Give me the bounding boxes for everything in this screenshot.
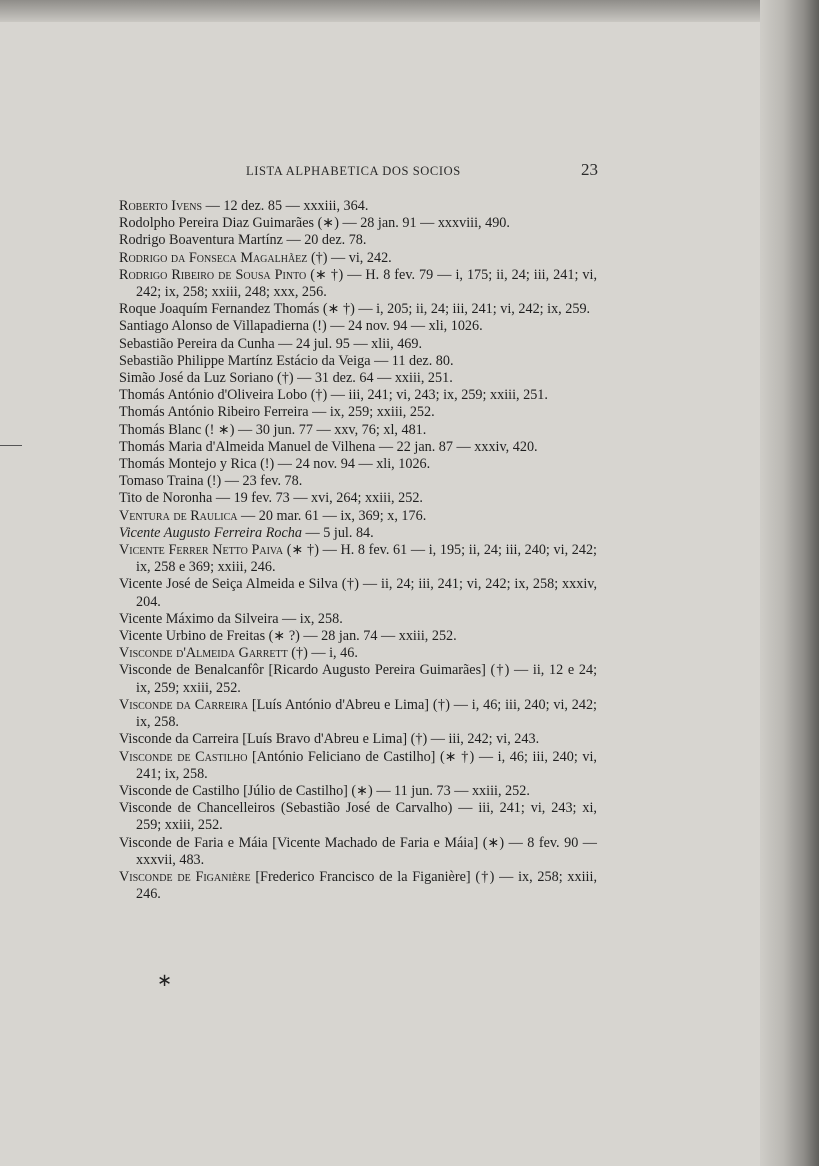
member-name: Vicente José de Seiça Almeida e Silva [119, 576, 338, 593]
member-name: Visconde de Benalcanfôr [119, 662, 264, 679]
member-details: — 12 dez. 85 — xxxiii, 364. [202, 198, 369, 214]
member-details: (∗) — 28 jan. 91 — xxxviii, 490. [314, 215, 510, 232]
member-details: [Luís Bravo d'Abreu e Lima] (†) — iii, 242; vi, 243. [238, 731, 540, 748]
list-item [119, 439, 597, 456]
list-item [119, 250, 597, 267]
member-details: (!) — 23 fev. 78. [203, 473, 303, 490]
footer-mark: ∗ [157, 970, 173, 990]
member-details: — 22 jan. 87 — xxxiv, 420. [375, 438, 538, 455]
list-item [119, 387, 597, 404]
member-details: [Vicente Machado de Faria e Máia] (∗) — 8 fev. 90 — xxxvii, 483. [136, 834, 597, 868]
list-item [119, 749, 597, 783]
member-details: (∗ †) — H. 8 fev. 61 — i, 195; ii, 24; iii, 240; vi, 242; ix, 258 e 369; xxiii, 246. [136, 542, 597, 576]
list-item [119, 318, 597, 335]
list-item [119, 628, 597, 645]
member-details: — 20 dez. 78. [282, 232, 367, 249]
list-item [119, 490, 597, 507]
member-details: (∗ ?) — 28 jan. 74 — xxiii, 252. [265, 628, 457, 645]
list-item [119, 422, 597, 439]
member-name: Vicente Urbino de Freitas [119, 628, 266, 645]
member-name: Ventura de Raulica [119, 507, 238, 524]
list-item [119, 731, 597, 748]
list-item [119, 542, 597, 576]
member-name: Thomás Montejo y Rica [119, 456, 257, 473]
member-details: (†) — iii, 241; vi, 243; ix, 259; xxiii, 251. [307, 387, 548, 404]
list-item [119, 456, 597, 473]
member-details: [António Feliciano de Castilho] (∗ †) — i, 46; iii, 240; vi, 241; ix, 258. [136, 748, 597, 782]
member-name: Visconde de Chancelleiros [119, 800, 275, 817]
member-details: [Júlio de Castilho] (∗) — 11 jun. 73 — xxiii, 252. [239, 782, 530, 799]
list-item [119, 198, 597, 215]
member-name: Rodrigo Boaventura Martínz [119, 232, 283, 249]
member-name: Tomaso Traina [119, 473, 204, 490]
list-item [119, 697, 597, 731]
list-item [119, 267, 597, 301]
member-name: Thomás António d'Oliveira Lobo [119, 387, 308, 404]
member-details: (†) — i, 46. [287, 645, 358, 662]
member-name: Visconde d'Almeida Garrett [119, 645, 288, 662]
page-header [246, 160, 598, 184]
member-name: Thomás Maria d'Almeida Manuel de Vilhena [119, 438, 376, 455]
member-name: Vicente Máximo da Silveira [119, 610, 279, 627]
member-name: Sebastião Philippe Martínz Estácio da Veiga [119, 352, 371, 369]
member-details: [Luís António d'Abreu e Lima] (†) — i, 46; iii, 240; vi, 242; ix, 258. [136, 696, 597, 731]
margin-mark [0, 445, 22, 446]
member-details: — 19 fev. 73 — xvi, 264; xxiii, 252. [212, 490, 423, 507]
page-top-shadow [0, 0, 782, 22]
list-item [119, 835, 597, 869]
member-name: Visconde da Carreira [119, 731, 239, 748]
list-item [119, 869, 597, 903]
member-name: Visconde da Carreira [119, 696, 249, 713]
list-item [119, 525, 597, 542]
page-edge-shadow [760, 0, 819, 1166]
member-details: (∗ †) — i, 205; ii, 24; iii, 241; vi, 242; ix, 259. [319, 301, 591, 318]
list-item [119, 232, 597, 249]
list-item [119, 215, 597, 232]
list-item [119, 404, 597, 421]
member-list [119, 198, 597, 903]
member-details: [Ricardo Augusto Pereira Guimarães] (†) — ii, 12 e 24; ix, 259; xxiii, 252. [136, 662, 598, 696]
member-name: Simão José da Luz Soriano [119, 370, 274, 387]
list-item [119, 473, 597, 490]
member-name: Sebastião Pereira da Cunha [119, 335, 275, 352]
member-details: (Sebastião José de Carvalho) — iii, 241; vi, 243; xi, 259; xxiii, 252. [136, 800, 597, 834]
member-details: (!) — 24 nov. 94 — xli, 1026. [309, 318, 483, 335]
list-item [119, 645, 597, 662]
list-item [119, 370, 597, 387]
member-name: Santiago Alonso de Villapadierna [119, 318, 309, 335]
member-name: Visconde de Figanière [119, 868, 251, 885]
list-item [119, 800, 597, 834]
list-item [119, 576, 597, 610]
member-name: Rodrigo Ribeiro de Sousa Pinto [119, 266, 307, 283]
member-details: — 11 dez. 80. [370, 352, 454, 369]
member-name: Vicente Augusto Ferreira Rocha [119, 524, 302, 541]
member-name: Thomás António Ribeiro Ferreira [119, 404, 309, 421]
list-item [119, 783, 597, 800]
member-details: (†) — 31 dez. 64 — xxiii, 251. [273, 370, 453, 387]
member-name: Rodolpho Pereira Diaz Guimarães [119, 215, 315, 232]
member-name: Tito de Noronha [119, 490, 213, 507]
member-details: — ix, 259; xxiii, 252. [308, 404, 435, 421]
member-name: Visconde de Castilho [119, 782, 240, 799]
page-number: 23 [581, 160, 598, 179]
member-details: (∗ †) — H. 8 fev. 79 — i, 175; ii, 24; iii, 241; vi, 242; ix, 258; xxiii, 248; xxx, 256. [136, 266, 597, 301]
member-details: — 20 mar. 61 — ix, 369; x, 176. [237, 507, 427, 524]
member-name: Thomás Blanc [119, 421, 202, 438]
list-item [119, 611, 597, 628]
member-details: [Frederico Francisco de la Figanière] (†) — ix, 258; xxiii, 246. [136, 868, 597, 903]
member-name: Rodrigo da Fonseca Magalhãez [119, 249, 308, 266]
member-details: — 5 jul. 84. [301, 524, 374, 541]
member-details: — ix, 258. [278, 610, 343, 627]
member-name: Roque Joaquím Fernandez Thomás [119, 301, 320, 318]
member-details: — 24 jul. 95 — xlii, 469. [274, 335, 423, 352]
list-item [119, 662, 597, 696]
member-details: (†) — vi, 242. [307, 249, 392, 266]
member-details: (! ∗) — 30 jun. 77 — xxv, 76; xl, 481. [201, 421, 427, 438]
member-details: (†) — ii, 24; iii, 241; vi, 242; ix, 258; xxxiv, 204. [136, 576, 598, 610]
list-item [119, 301, 597, 318]
member-name: Roberto Ivens [119, 198, 203, 214]
list-item [119, 353, 597, 370]
list-item [119, 336, 597, 353]
running-title: LISTA ALPHABETICA DOS SOCIOS [246, 164, 461, 178]
member-name: Visconde de Castilho [119, 748, 248, 765]
member-details: (!) — 24 nov. 94 — xli, 1026. [256, 456, 431, 473]
member-name: Visconde de Faria e Máia [119, 834, 268, 851]
member-name: Vicente Ferrer Netto Paiva [119, 542, 284, 559]
list-item [119, 508, 597, 525]
